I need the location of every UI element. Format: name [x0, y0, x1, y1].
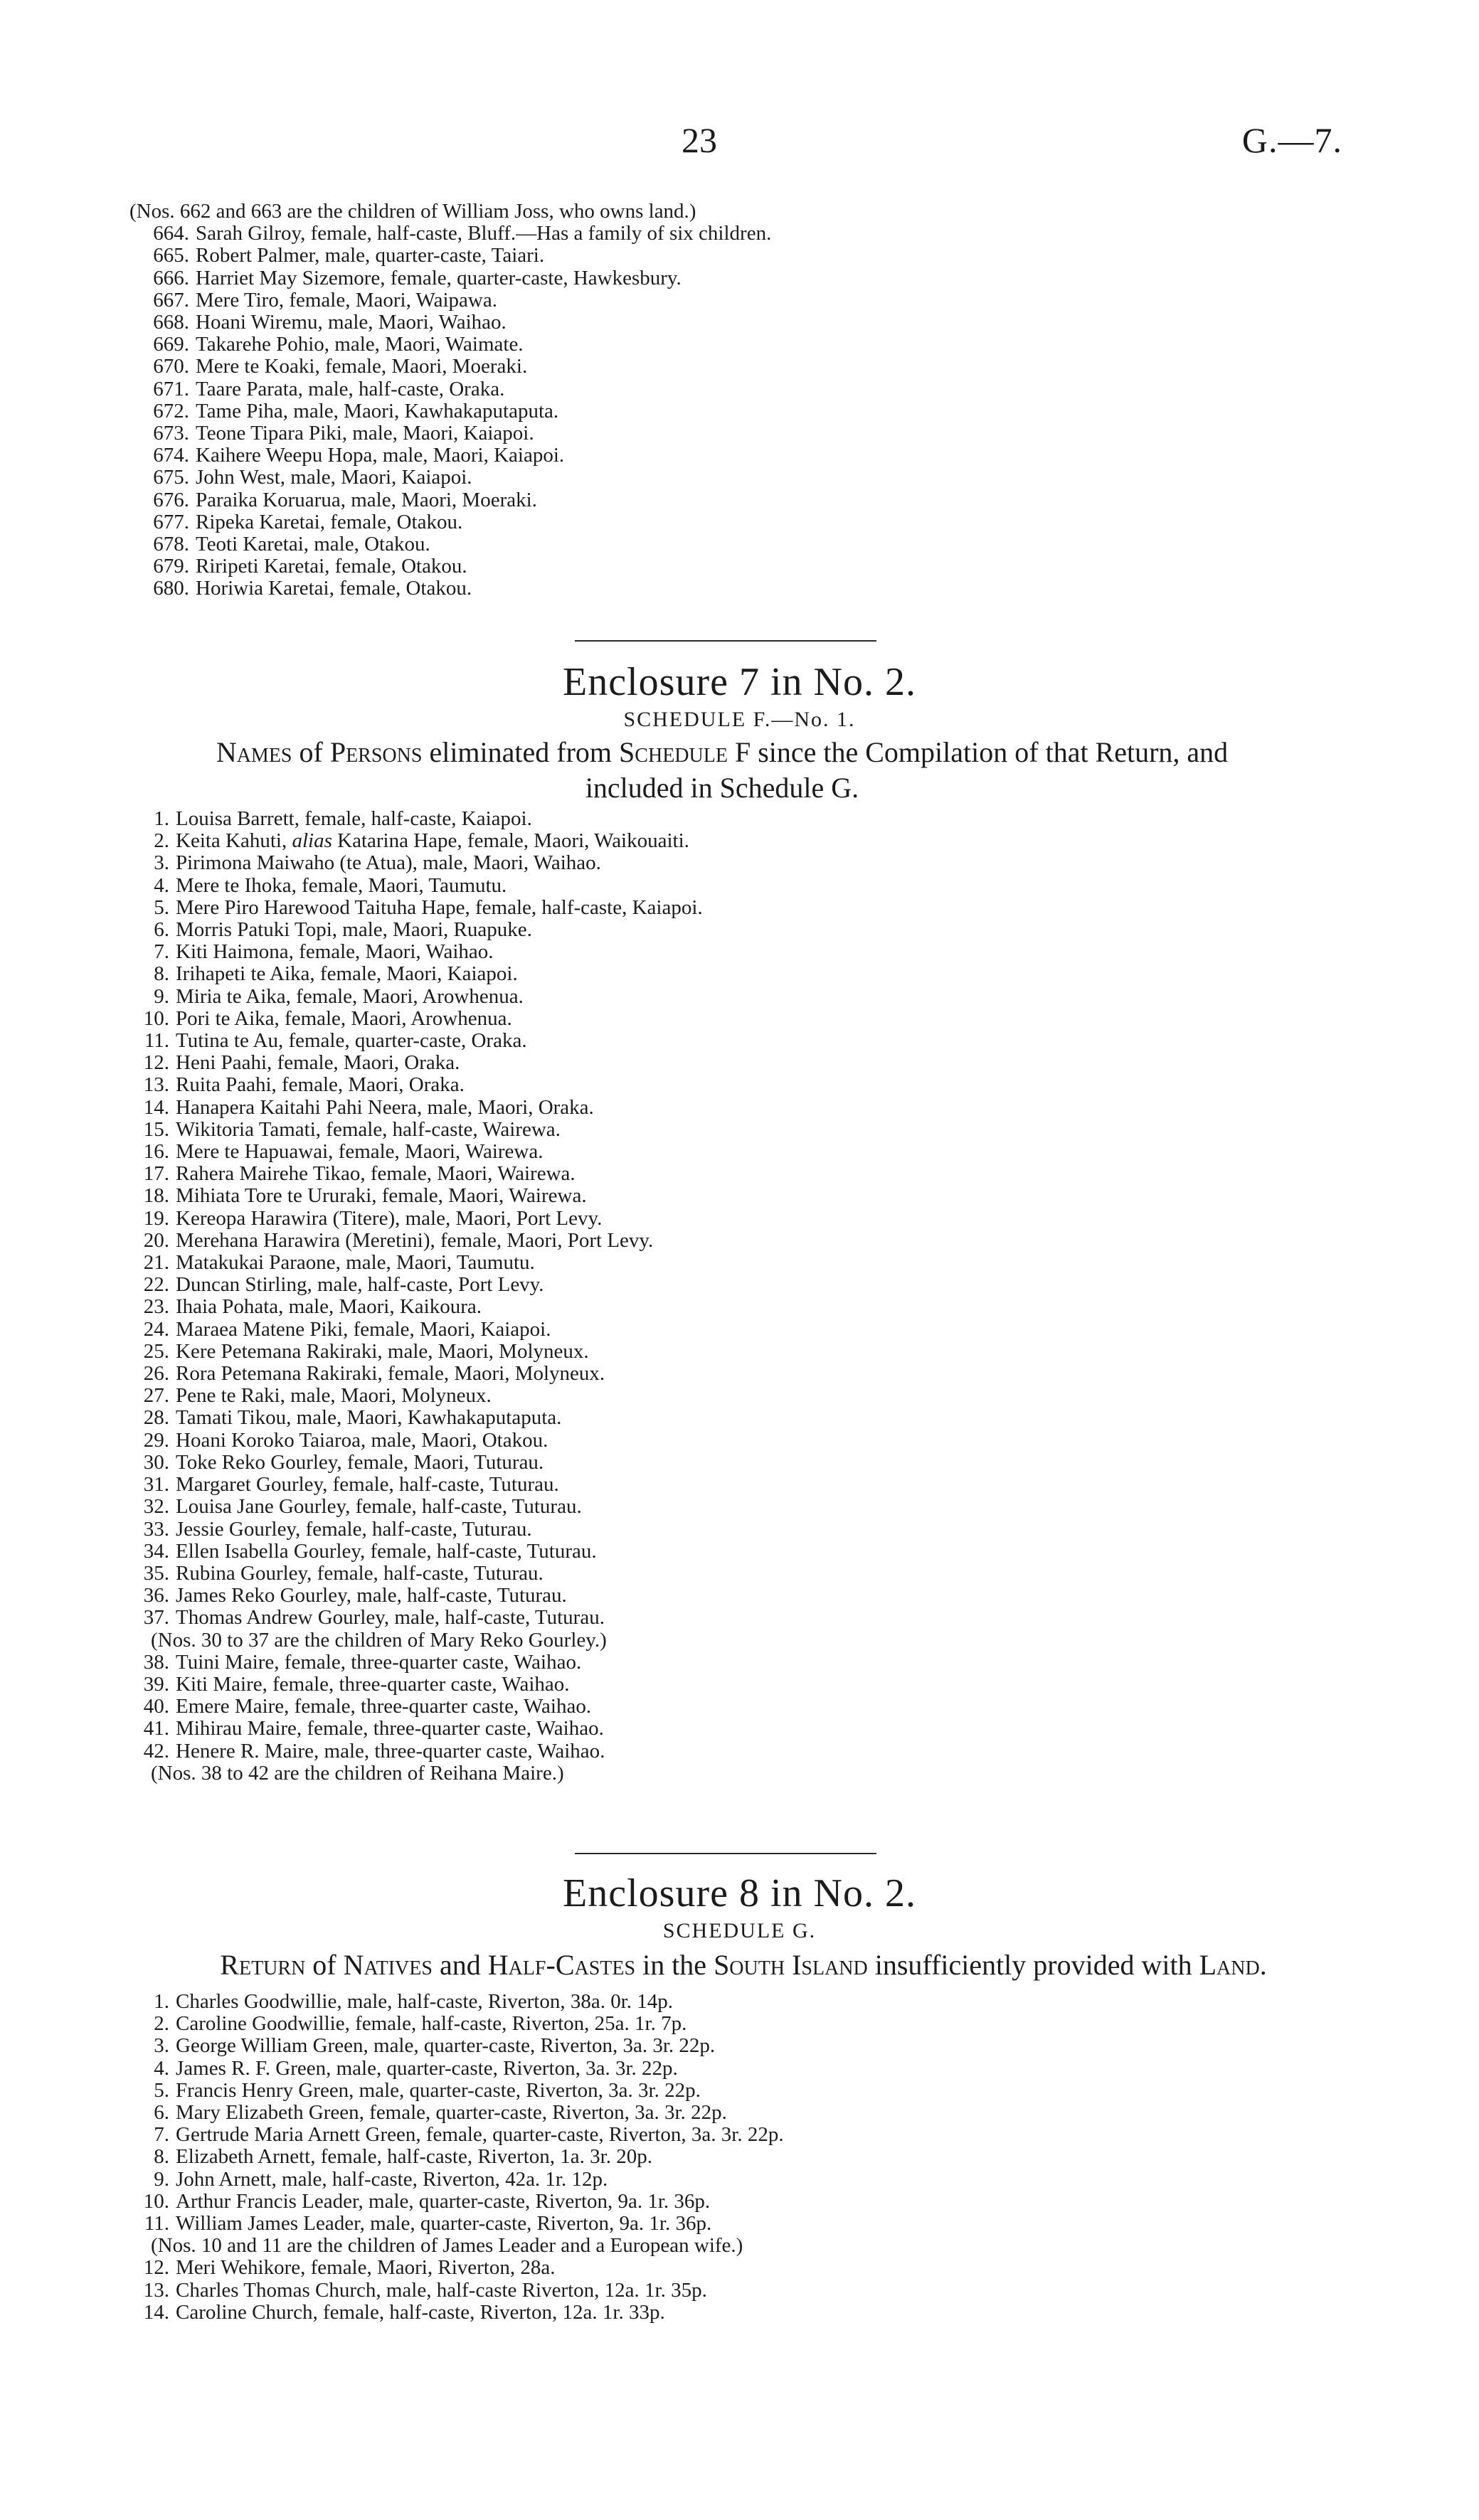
entry-number: 14. [143, 1095, 169, 1119]
entry-text: Pirimona Maiwaho (te Atua), male, Maori, Waihao. [176, 851, 601, 875]
entry-text-part: Katarina Hape, female, Maori, Waikouaiti. [332, 829, 689, 853]
entry-number: 13. [143, 1073, 169, 1097]
enclosure-8-list [128, 1991, 1352, 2324]
list-item [128, 1430, 1352, 1452]
entry-number: 12. [143, 2256, 169, 2280]
list-item [128, 245, 1352, 267]
list-item [128, 2302, 1352, 2324]
entry-text: Miria te Aika, female, Maori, Arowhenua. [176, 984, 524, 1008]
entry-text: Ripeka Karetai, female, Otakou. [196, 510, 463, 533]
list-item [128, 2102, 1352, 2124]
entry-text: Rora Petemana Rakiraki, female, Maori, Molyneux. [176, 1362, 605, 1386]
entry-text: Margaret Gourley, female, half-caste, Tuturau. [176, 1473, 559, 1496]
entry-text: Hoani Koroko Taiaroa, male, Maori, Otakou. [176, 1428, 548, 1452]
entry-number: 25. [143, 1339, 169, 1363]
entry-text: Caroline Church, female, half-caste, Riverton, 12a. 1r. 33p. [176, 2300, 665, 2324]
heading-word: South Island [714, 1949, 868, 1981]
entry-text: Kereopa Harawira (Titere), male, Maori, Port Levy. [176, 1206, 603, 1230]
entry-text: Takarehe Pohio, male, Maori, Waimate. [196, 333, 524, 356]
list-item [128, 1674, 1352, 1696]
heading-word: in the [642, 1949, 707, 1981]
entry-text: Arthur Francis Leader, male, quarter-caste, Riverton, 9a. 1r. 36p. [176, 2189, 711, 2213]
entry-number: 676. [153, 488, 189, 511]
entry-text: Maraea Matene Piki, female, Maori, Kaiapoi. [176, 1317, 551, 1341]
entry-text: John West, male, Maori, Kaiapoi. [196, 466, 472, 489]
entry-text: Charles Thomas Church, male, half-caste Riverton, 12a. 1r. 35p. [176, 2278, 707, 2302]
entry-number: 2. [154, 2012, 169, 2036]
list-item [128, 2280, 1352, 2302]
entry-text: Harriet May Sizemore, female, quarter-caste, Hawkesbury. [196, 266, 682, 289]
list-item [128, 1185, 1352, 1207]
entry-text: Pene te Raki, male, Maori, Molyneux. [176, 1384, 492, 1408]
entry-text: Tutina te Au, female, quarter-caste, Oraka. [176, 1029, 527, 1053]
entry-number: 22. [143, 1273, 169, 1297]
entry-number: 21. [143, 1251, 169, 1275]
entry-text: Morris Patuki Topi, male, Maori, Ruapuke. [176, 918, 532, 942]
entry-number: 29. [143, 1428, 169, 1452]
enclosure-7-heading [85, 735, 1359, 806]
entry-number: 30. [143, 1450, 169, 1474]
entry-text: Irihapeti te Aika, female, Maori, Kaiapoi. [176, 962, 518, 986]
entry-text: James Reko Gourley, male, half-caste, Tuturau. [176, 1584, 567, 1607]
heading-word: of [299, 736, 323, 768]
list-item [128, 1252, 1352, 1274]
list-item [128, 1496, 1352, 1518]
entry-number: 8. [154, 962, 169, 986]
list-item [128, 1363, 1352, 1385]
list-item [128, 578, 1352, 600]
entry-text: Ihaia Pohata, male, Maori, Kaikoura. [176, 1295, 482, 1319]
entry-text: Sarah Gilroy, female, half-caste, Bluff.—Has a family of six children. [196, 222, 772, 245]
list-item [128, 267, 1352, 289]
entry-text: Horiwia Karetai, female, Otakou. [196, 577, 472, 600]
entry-number: 2. [154, 829, 169, 853]
entry-number: 37. [143, 1606, 169, 1630]
list-item [128, 986, 1352, 1008]
entry-text: William James Leader, male, quarter-caste, Riverton, 9a. 1r. 36p. [176, 2212, 712, 2235]
entry-number: 3. [154, 2034, 169, 2058]
entry-text: Mere te Hapuawai, female, Maori, Wairewa. [176, 1140, 544, 1164]
entry-text: Jessie Gourley, female, half-caste, Tuturau. [176, 1517, 532, 1541]
list-item [128, 1163, 1352, 1185]
entry-text: Duncan Stirling, male, half-caste, Port Levy. [176, 1273, 544, 1297]
entry-number: 39. [143, 1672, 169, 1696]
entry-number: 16. [143, 1140, 169, 1164]
list-item [128, 1141, 1352, 1163]
list-item [128, 2191, 1352, 2213]
enclosure-7-note-b: (Nos. 38 to 42 are the children of Reihana Maire.) [151, 1761, 564, 1785]
entry-number: 12. [143, 1051, 169, 1075]
list-item [128, 1718, 1352, 1740]
list-item [128, 1474, 1352, 1496]
list-item [128, 1585, 1352, 1607]
entry-number: 27. [143, 1384, 169, 1408]
list-item [128, 897, 1352, 919]
entry-text: Ellen Isabella Gourley, female, half-caste, Tuturau. [176, 1539, 597, 1563]
entry-number: 678. [153, 533, 189, 556]
heading-word: and [439, 1949, 481, 1981]
entry-number: 675. [153, 466, 189, 489]
list-item [128, 1652, 1352, 1674]
entry-text: Riripeti Karetai, female, Otakou. [196, 555, 467, 578]
entry-number: 664. [153, 222, 189, 245]
list-item [128, 1341, 1352, 1363]
list-item [128, 511, 1352, 533]
entry-text: Hoani Wiremu, male, Maori, Waihao. [196, 311, 507, 334]
list-item [128, 1008, 1352, 1030]
list-item [128, 334, 1352, 356]
entry-text: Mary Elizabeth Green, female, quarter-caste, Riverton, 3a. 3r. 22p. [176, 2101, 727, 2125]
entry-text: Pori te Aika, female, Maori, Arowhenua. [176, 1006, 512, 1030]
entry-text: Paraika Koruarua, male, Maori, Moeraki. [196, 488, 537, 511]
entry-text: Gertrude Maria Arnett Green, female, quarter-caste, Riverton, 3a. 3r. 22p. [176, 2123, 784, 2147]
entry-text: Mihirau Maire, female, three-quarter caste, Waihao. [176, 1717, 604, 1740]
entry-text: Mere Tiro, female, Maori, Waipawa. [196, 288, 497, 312]
entry-number: 671. [153, 377, 189, 400]
entry-text: Toke Reko Gourley, female, Maori, Tuturau. [176, 1450, 544, 1474]
list-item [128, 445, 1352, 467]
enclosure-8-schedule: SCHEDULE G. [662, 1919, 817, 1942]
entry-number: 4. [154, 2056, 169, 2080]
list-item [128, 1274, 1352, 1296]
entry-number: 42. [143, 1739, 169, 1763]
list-item [128, 467, 1352, 489]
enclosure-8-title: Enclosure 8 in No. 2. [563, 1871, 916, 1915]
entry-number: 6. [154, 2101, 169, 2125]
entry-number: 38. [143, 1650, 169, 1674]
entry-number: 7. [154, 2123, 169, 2147]
list-item [128, 555, 1352, 578]
document-reference: G.—7. [1241, 120, 1342, 160]
heading-word: Half-Castes [487, 1949, 636, 1981]
list-item [128, 489, 1352, 511]
entry-number: 36. [143, 1584, 169, 1607]
list-item [128, 1230, 1352, 1252]
list-item [128, 1030, 1352, 1052]
list-item [128, 533, 1352, 555]
list-item [128, 1407, 1352, 1429]
list-item [128, 919, 1352, 941]
entry-number: 3. [154, 851, 169, 875]
entry-number: 35. [143, 1561, 169, 1585]
entry-number: 18. [143, 1184, 169, 1208]
list-item [128, 1208, 1352, 1230]
entry-number: 1. [154, 1990, 169, 2013]
list-item [128, 2013, 1352, 2035]
entry-text: Heni Paahi, female, Maori, Oraka. [176, 1051, 460, 1075]
list-item [128, 1319, 1352, 1341]
heading-word: F since the Compilation of that Return, and [734, 736, 1229, 768]
entry-number: 34. [143, 1539, 169, 1563]
list-item [128, 1541, 1352, 1563]
list-item [128, 2257, 1352, 2279]
entry-text: Wikitoria Tamati, female, half-caste, Wairewa. [176, 1117, 561, 1141]
entry-text: Mere te Ihoka, female, Maori, Taumutu. [176, 873, 507, 897]
heading-line-2: included in Schedule G. [585, 772, 859, 804]
list-item [128, 1119, 1352, 1141]
entry-number: 672. [153, 399, 189, 422]
entry-text: John Arnett, male, half-caste, Riverton, 42a. 1r. 12p. [176, 2167, 608, 2191]
entry-text [176, 829, 689, 852]
list-item [128, 2169, 1352, 2191]
entry-number: 667. [153, 288, 189, 312]
entry-text: Teone Tipara Piki, male, Maori, Kaiapoi. [196, 422, 534, 445]
entry-text: Matakukai Paraone, male, Maori, Taumutu. [176, 1251, 535, 1275]
entry-text: Emere Maire, female, three-quarter caste, Waihao. [176, 1695, 592, 1718]
list-item [128, 1991, 1352, 2013]
entry-number: 26. [143, 1362, 169, 1386]
enclosure-7-entries-b [128, 1652, 1352, 1763]
list-item [128, 2080, 1352, 2102]
entry-number: 28. [143, 1406, 169, 1430]
list-item [128, 2146, 1352, 2168]
list-item [128, 1607, 1352, 1629]
entry-text: Francis Henry Green, male, quarter-caste, Riverton, 3a. 3r. 22p. [176, 2078, 701, 2102]
entry-text: Caroline Goodwillie, female, half-caste, Riverton, 25a. 1r. 7p. [176, 2012, 687, 2036]
heading-word: Return [220, 1949, 306, 1981]
list-item [128, 2035, 1352, 2057]
entry-number: 13. [143, 2278, 169, 2302]
heading-word: Schedule [619, 736, 728, 768]
list-item [128, 963, 1352, 985]
heading-word: insufficiently provided with [874, 1949, 1192, 1981]
entry-number: 40. [143, 1695, 169, 1718]
entry-number: 11. [144, 2212, 169, 2235]
entry-number: 11. [144, 1029, 169, 1053]
entry-text: Rubina Gourley, female, half-caste, Tuturau. [176, 1561, 544, 1585]
heading-word: of [312, 1949, 336, 1981]
entry-text: Mere te Koaki, female, Maori, Moeraki. [196, 355, 528, 378]
entry-number: 680. [153, 577, 189, 600]
entry-text: Louisa Barrett, female, half-caste, Kaiapoi. [176, 807, 532, 830]
list-item [128, 1097, 1352, 1119]
list-item [128, 223, 1352, 245]
entry-text: Kere Petemana Rakiraki, male, Maori, Molyneux. [176, 1339, 589, 1363]
entry-number: 677. [153, 510, 189, 533]
enclosure-8-note: (Nos. 10 and 11 are the children of James Leader and a European wife.) [151, 2234, 743, 2258]
heading-word: Persons [329, 736, 423, 768]
entry-number: 10. [143, 1006, 169, 1030]
list-item [128, 289, 1352, 312]
entry-text: Mere Piro Harewood Taituha Hape, female, half-caste, Kaiapoi. [176, 895, 703, 919]
entry-text: Mihiata Tore te Ururaki, female, Maori, Wairewa. [176, 1184, 587, 1208]
entry-text: Meri Wehikore, female, Maori, Riverton, 28a. [176, 2256, 556, 2280]
entry-number: 32. [143, 1495, 169, 1519]
entry-number: 24. [143, 1317, 169, 1341]
list-item [128, 1563, 1352, 1585]
entry-number: 679. [153, 555, 189, 578]
entry-number: 20. [143, 1228, 169, 1252]
entry-number: 19. [143, 1206, 169, 1230]
section-divider [575, 1853, 876, 1854]
enclosure-8-entries-b [128, 2257, 1352, 2324]
entry-text: Tamati Tikou, male, Maori, Kawhakaputaputa. [176, 1406, 562, 1430]
enclosure-7-list [128, 808, 1352, 1785]
entry-number: 7. [154, 940, 169, 964]
entry-text: Tuini Maire, female, three-quarter caste, Waihao. [176, 1650, 582, 1674]
entry-number: 15. [143, 1117, 169, 1141]
entry-number: 6. [154, 918, 169, 942]
section-divider [575, 640, 876, 642]
entry-number: 1. [154, 807, 169, 830]
entry-number: 33. [143, 1517, 169, 1541]
continuation-list [128, 201, 1352, 600]
heading-word: Natives [343, 1949, 433, 1981]
enclosure-7-note-a: (Nos. 30 to 37 are the children of Mary Reko Gourley.) [151, 1628, 607, 1652]
entry-number: 17. [143, 1162, 169, 1186]
entry-text: Kiti Haimona, female, Maori, Waihao. [176, 940, 494, 964]
entry-number: 666. [153, 266, 189, 289]
list-item [128, 356, 1352, 378]
entry-text: Kaihere Weepu Hopa, male, Maori, Kaiapoi. [196, 444, 565, 467]
list-item [128, 830, 1352, 852]
entry-number: 9. [154, 984, 169, 1008]
list-item [128, 941, 1352, 963]
entry-number: 665. [153, 244, 189, 267]
page-header [0, 119, 1479, 176]
list-item [128, 808, 1352, 830]
list-item [128, 400, 1352, 422]
entry-text: Teoti Karetai, male, Otakou. [196, 533, 430, 556]
list-item [128, 312, 1352, 334]
list-item [128, 1052, 1352, 1074]
list-item [128, 422, 1352, 445]
heading-word: eliminated from [429, 736, 613, 768]
entry-number: 669. [153, 333, 189, 356]
list-item [128, 875, 1352, 897]
entry-text: Henere R. Maire, male, three-quarter caste, Waihao. [176, 1739, 605, 1763]
list-item [128, 1519, 1352, 1541]
list-item [128, 2124, 1352, 2146]
entry-number: 5. [154, 895, 169, 919]
entry-text: Kiti Maire, female, three-quarter caste, Waihao. [176, 1672, 570, 1696]
entry-number: 670. [153, 355, 189, 378]
entry-text: Taare Parata, male, half-caste, Oraka. [196, 377, 505, 400]
list-item [128, 2213, 1352, 2235]
continuation-entries [128, 223, 1352, 600]
entry-text: Hanapera Kaitahi Pahi Neera, male, Maori, Oraka. [176, 1095, 594, 1119]
entry-number: 673. [153, 422, 189, 445]
entry-text: Thomas Andrew Gourley, male, half-caste, Tuturau. [176, 1606, 605, 1630]
entry-number: 5. [154, 2078, 169, 2102]
heading-word: Land. [1199, 1949, 1267, 1981]
list-item [128, 852, 1352, 874]
enclosure-8-entries [128, 1991, 1352, 2235]
entry-text: Merehana Harawira (Meretini), female, Maori, Port Levy. [176, 1228, 654, 1252]
heading-word: Names [216, 736, 292, 768]
entry-number: 23. [143, 1295, 169, 1319]
entry-number: 10. [143, 2189, 169, 2213]
entry-text: Louisa Jane Gourley, female, half-caste, Tuturau. [176, 1495, 582, 1519]
list-item [128, 1740, 1352, 1763]
entry-text: Robert Palmer, male, quarter-caste, Taiari. [196, 244, 545, 267]
list-item [128, 1074, 1352, 1096]
list-item [128, 1385, 1352, 1407]
enclosure-7-entries [128, 808, 1352, 1630]
list-item [128, 378, 1352, 400]
list-item [128, 1452, 1352, 1474]
entry-number: 14. [143, 2300, 169, 2324]
enclosure-7-title: Enclosure 7 in No. 2. [563, 660, 916, 704]
continuation-note: (Nos. 662 and 663 are the children of William Joss, who owns land.) [129, 200, 696, 223]
entry-number: 674. [153, 444, 189, 467]
entry-number: 668. [153, 311, 189, 334]
enclosure-7-schedule: SCHEDULE F.—No. 1. [623, 708, 856, 731]
entry-number: 4. [154, 873, 169, 897]
entry-text: Rahera Mairehe Tikao, female, Maori, Wairewa. [176, 1162, 576, 1186]
entry-number: 31. [143, 1473, 169, 1496]
page-number: 23 [682, 120, 717, 160]
list-item [128, 2058, 1352, 2080]
entry-text-part: Keita Kahuti, [176, 829, 292, 853]
list-item [128, 1696, 1352, 1718]
entry-text: James R. F. Green, male, quarter-caste, Riverton, 3a. 3r. 22p. [176, 2056, 678, 2080]
entry-text: Ruita Paahi, female, Maori, Oraka. [176, 1073, 465, 1097]
entry-number: 9. [154, 2167, 169, 2191]
entry-number: 41. [143, 1717, 169, 1740]
entry-text: Tame Piha, male, Maori, Kawhakaputaputa. [196, 399, 559, 422]
entry-text: George William Green, male, quarter-caste, Riverton, 3a. 3r. 22p. [176, 2034, 716, 2058]
enclosure-8-heading [57, 1947, 1430, 1983]
entry-number: 8. [154, 2145, 169, 2169]
entry-text: Elizabeth Arnett, female, half-caste, Riverton, 1a. 3r. 20p. [176, 2145, 652, 2169]
entry-text: Charles Goodwillie, male, half-caste, Riverton, 38a. 0r. 14p. [176, 1990, 674, 2013]
list-item [128, 1296, 1352, 1318]
entry-alias: alias [292, 829, 332, 853]
